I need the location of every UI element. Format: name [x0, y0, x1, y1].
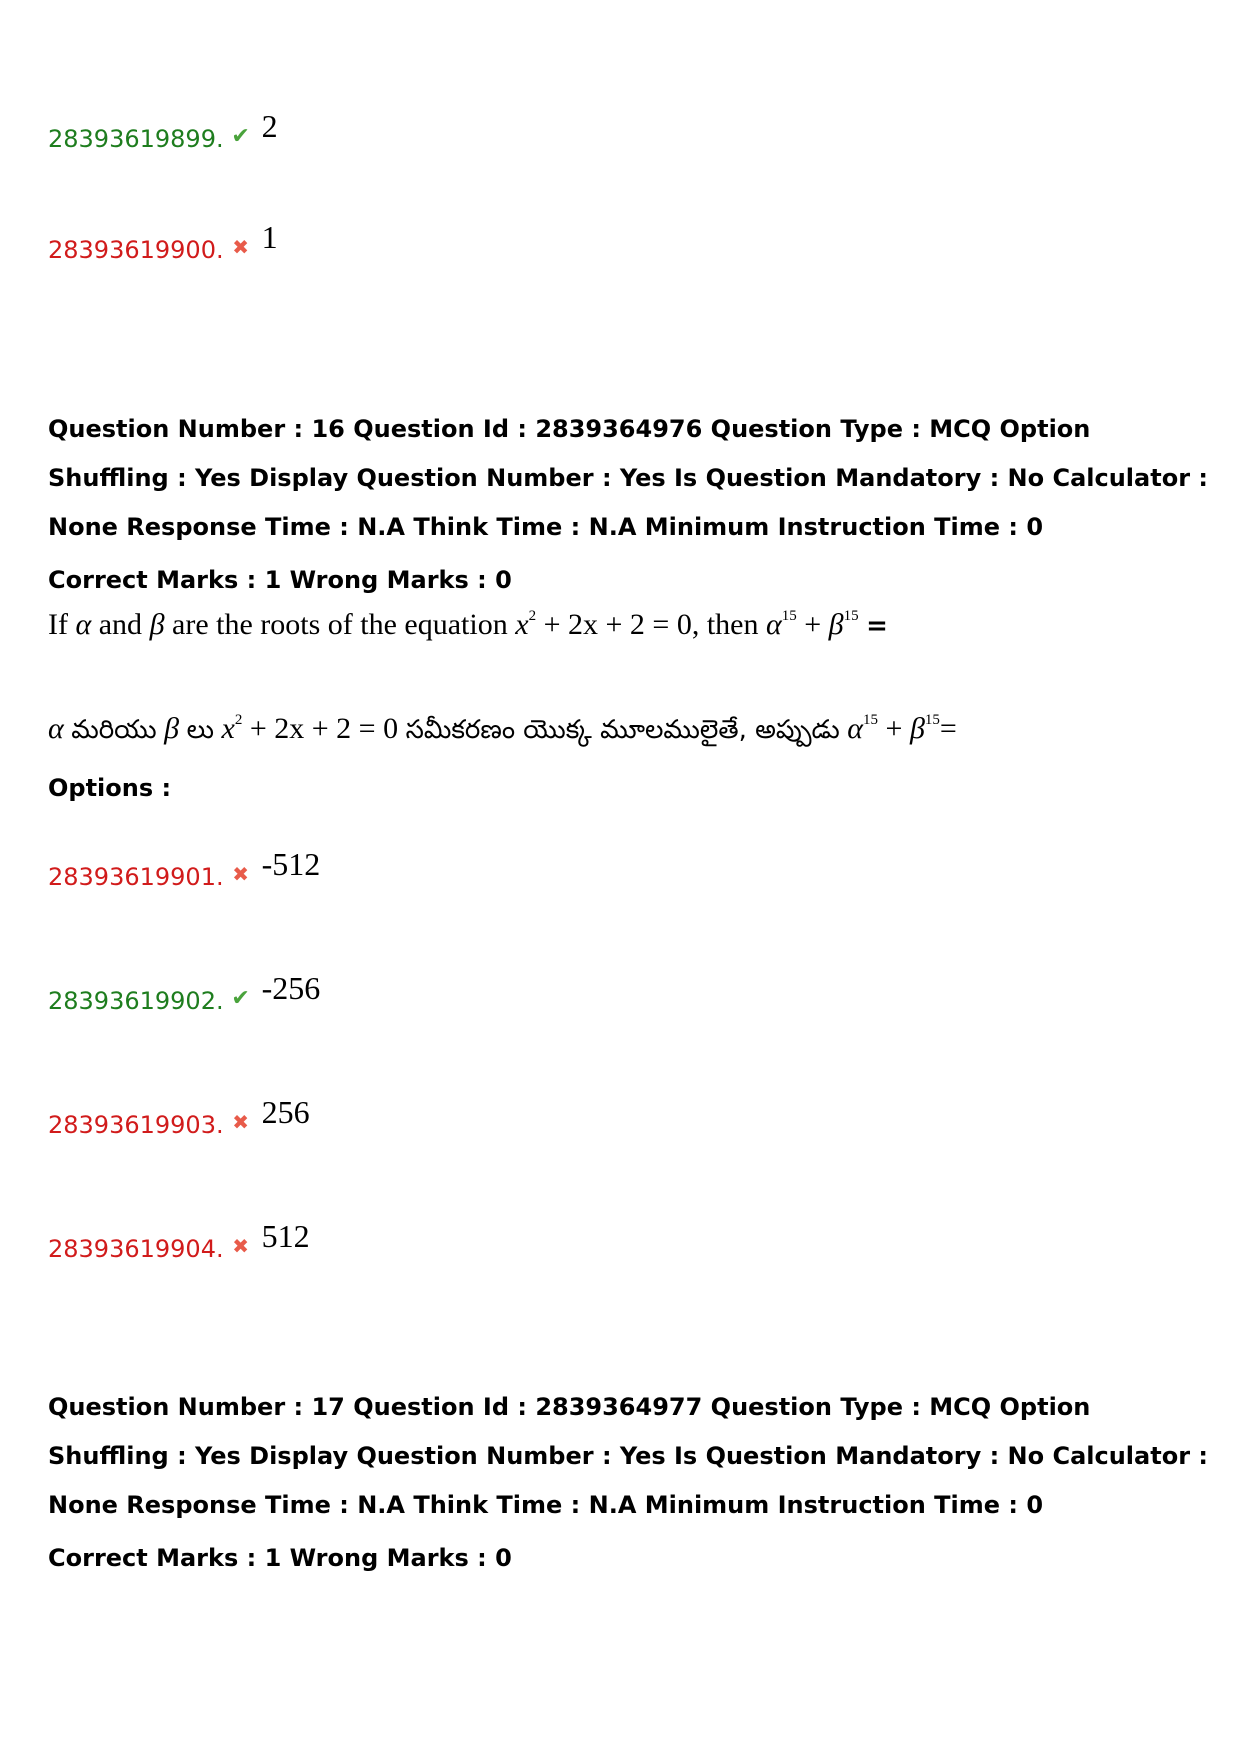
- cross-icon: ✖: [232, 1234, 249, 1258]
- option-value: 256: [261, 1094, 310, 1130]
- option-id: 28393619899.: [48, 125, 224, 153]
- option-row: [48, 1094, 310, 1138]
- question-17-marks: Correct Marks : 1 Wrong Marks : 0: [48, 1544, 512, 1572]
- option-value: -256: [261, 970, 321, 1006]
- option-value: 512: [261, 1218, 310, 1254]
- option-id: 28393619900.: [48, 236, 224, 264]
- question-17-meta: Question Number : 17 Question Id : 2839364977 Question Type : MCQ Option Shuffling : Yes Display Question Number : Yes Is Question Mandatory : No Calculator : None Response Time : N.A Think Time : N.A Minimum Instruction Time : 0: [48, 1393, 1208, 1519]
- option-row: [48, 970, 320, 1014]
- option-row: [48, 1218, 310, 1262]
- option-value: -512: [261, 846, 321, 882]
- option-row: [48, 846, 320, 890]
- option-id: 28393619901.: [48, 863, 224, 891]
- option-value: 2: [261, 108, 278, 144]
- option-row: [48, 108, 278, 152]
- option-id: 28393619902.: [48, 987, 224, 1015]
- question-16-text-english: If α and β are the roots of the equation $x^2 + 2x + 2 = 0$, then $\alpha^{15} + \beta^{15}$ =: [48, 608, 888, 641]
- question-16-text-telugu: α మరియు β లు $x^2 + 2x + 2 = 0$ సమీకరణం యొక్క మూలములైతే, అప్పుడు $\alpha^{15} + \beta^{15}=$: [48, 712, 957, 745]
- question-16-meta: Question Number : 16 Question Id : 2839364976 Question Type : MCQ Option Shuffling : Yes Display Question Number : Yes Is Question Mandatory : No Calculator : None Response Time : N.A Think Time : N.A Minimum Instruction Time : 0: [48, 415, 1208, 541]
- check-icon: ✔: [231, 124, 250, 149]
- option-id: 28393619903.: [48, 1111, 224, 1139]
- cross-icon: ✖: [232, 1110, 249, 1134]
- cross-icon: ✖: [232, 862, 249, 886]
- check-icon: ✔: [231, 986, 250, 1011]
- options-label: Options :: [48, 774, 172, 802]
- question-16-marks: Correct Marks : 1 Wrong Marks : 0: [48, 566, 512, 594]
- option-value: 1: [261, 219, 278, 255]
- cross-icon: ✖: [232, 235, 249, 259]
- option-row: [48, 219, 278, 263]
- option-id: 28393619904.: [48, 1235, 224, 1263]
